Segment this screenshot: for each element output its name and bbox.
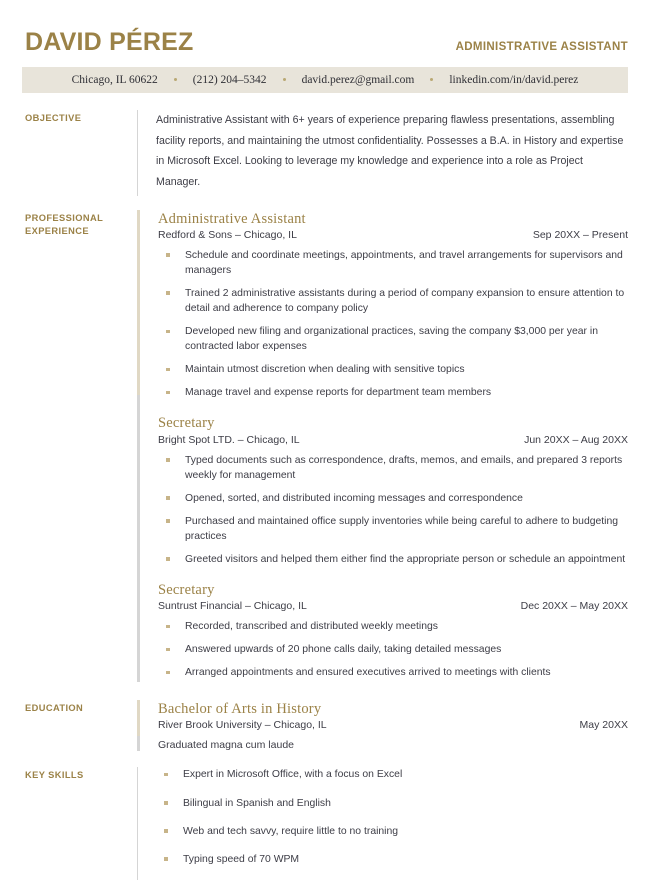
skills-body <box>156 767 628 879</box>
section-key-skills <box>0 767 650 879</box>
objective-body <box>156 110 628 196</box>
skills-list <box>156 767 628 866</box>
contact-separator-dot-icon <box>430 78 433 81</box>
contact-separator-dot-icon <box>174 78 177 81</box>
degree-title: Bachelor of Arts in History <box>158 701 322 718</box>
job-bullet-list <box>158 248 628 401</box>
job-bullet: Manage travel and expense reports for department team members <box>158 385 628 400</box>
job-bullet: Opened, sorted, and distributed incoming messages and correspondence <box>158 491 628 506</box>
experience-entry <box>158 210 628 401</box>
contact-linkedin[interactable]: linkedin.com/in/david.perez <box>449 74 579 86</box>
job-bullet: Answered upwards of 20 phone calls daily, taking detailed messages <box>158 642 628 657</box>
job-bullet: Recorded, transcribed and distributed weekly meetings <box>158 619 628 634</box>
section-divider <box>137 767 138 879</box>
school-name: River Brook University – Chicago, IL <box>158 719 327 732</box>
candidate-name: DAVID PÉREZ <box>25 28 194 56</box>
contact-email[interactable]: david.perez@gmail.com <box>301 74 415 86</box>
contact-phone[interactable]: (212) 204–5342 <box>192 74 267 86</box>
candidate-job-title: ADMINISTRATIVE ASSISTANT <box>455 41 628 53</box>
job-meta <box>158 229 628 241</box>
job-bullet: Purchased and maintained office supply inventories while being careful to adhere to budgeting practices <box>158 514 628 544</box>
skill-item: Typing speed of 70 WPM <box>156 852 628 867</box>
experience-entry <box>158 581 628 680</box>
skill-item: Web and tech savvy, require little to no training <box>156 824 628 839</box>
job-bullet: Greeted visitors and helped them either find the appropriate person or schedule an appointment <box>158 552 628 567</box>
job-bullet: Arranged appointments and ensured executives arrived to meetings with clients <box>158 665 628 680</box>
skill-item: Expert in Microsoft Office, with a focus on Excel <box>156 767 628 782</box>
job-meta <box>158 600 628 612</box>
section-label-key-skills: KEY SKILLS <box>25 770 84 781</box>
job-bullet: Typed documents such as correspondence, drafts, memos, and emails, and prepared 3 reports weekly for management <box>158 453 628 483</box>
job-bullet: Schedule and coordinate meetings, appointments, and travel arrangements for supervisors and managers <box>158 248 628 278</box>
job-title: Administrative Assistant <box>158 210 306 227</box>
contact-separator-dot-icon <box>283 78 286 81</box>
job-organization: Redford & Sons – Chicago, IL <box>158 228 297 241</box>
job-dates: Sep 20XX – Present <box>532 228 628 241</box>
job-meta <box>158 434 628 446</box>
section-label-experience-line1: PROFESSIONAL <box>25 212 104 223</box>
section-experience <box>0 210 650 683</box>
objective-text: Administrative Assistant with 6+ years of experience preparing flawless presentations, assembling facility reports, and maintaining the utmost confidentiality. Possesses a B.A. in History and expertise in Microsoft Excel. Looking to leverage my knowledge and experience into a role as Project Manager. <box>156 114 624 188</box>
section-education <box>0 700 650 751</box>
job-bullet: Trained 2 administrative assistants during a period of company expansion to ensure attention to detail and adherence to company policy <box>158 286 628 316</box>
job-title: Secretary <box>158 415 215 432</box>
job-bullet-list <box>158 453 628 567</box>
section-label-experience <box>25 210 137 238</box>
section-divider <box>137 110 138 196</box>
section-divider <box>137 210 140 683</box>
contact-location: Chicago, IL 60622 <box>71 74 158 86</box>
job-dates: Jun 20XX – Aug 20XX <box>524 433 628 446</box>
section-divider <box>137 700 140 751</box>
job-title: Secretary <box>158 581 215 598</box>
resume-header <box>0 0 650 55</box>
section-label-objective: OBJECTIVE <box>25 113 82 123</box>
skill-item: Bilingual in Spanish and English <box>156 796 628 811</box>
experience-body <box>158 210 628 683</box>
job-organization: Bright Spot LTD. – Chicago, IL <box>158 433 300 446</box>
experience-entry <box>158 414 628 567</box>
job-organization: Suntrust Financial – Chicago, IL <box>158 600 307 613</box>
education-meta <box>158 719 628 731</box>
graduation-date: May 20XX <box>579 719 628 732</box>
section-label-education: EDUCATION <box>25 703 84 714</box>
section-objective <box>0 110 650 196</box>
education-note: Graduated magna cum laude <box>158 739 295 752</box>
job-bullet-list <box>158 619 628 680</box>
contact-bar <box>22 67 628 93</box>
job-bullet: Maintain utmost discretion when dealing with sensitive topics <box>158 362 628 377</box>
education-body <box>158 700 628 751</box>
section-label-experience-line2: EXPERIENCE <box>25 225 89 236</box>
job-bullet: Developed new filing and organizational practices, saving the company $3,000 per year in contracted labor expenses <box>158 324 628 354</box>
job-dates: Dec 20XX – May 20XX <box>520 600 628 613</box>
